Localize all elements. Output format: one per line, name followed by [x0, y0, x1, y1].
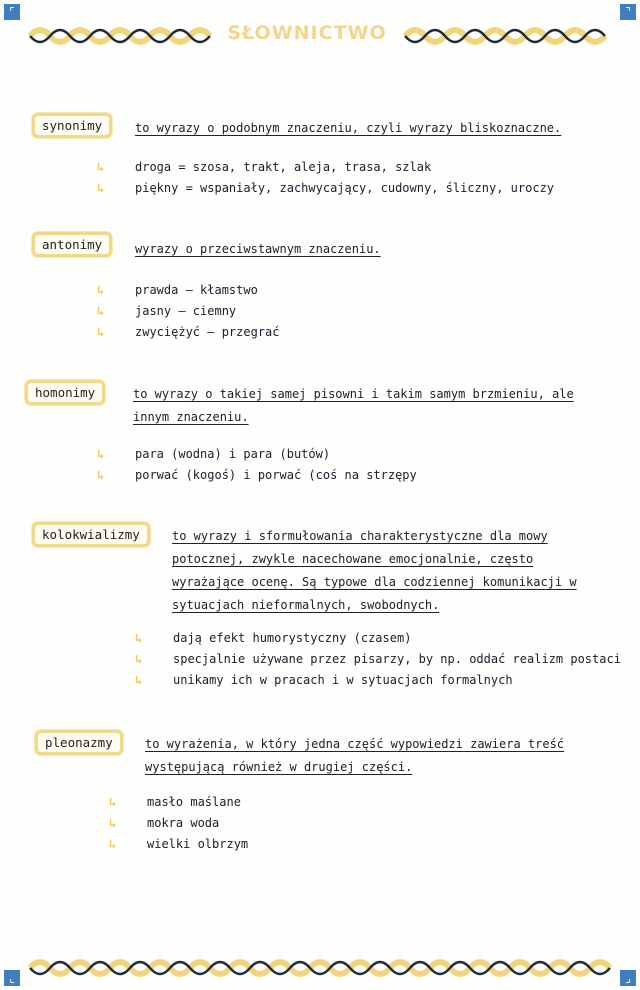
definition-pleonazmy: to wyrażenia, w który jedna część wypowiedzi zawiera treść występującą również w drugiej części.: [145, 737, 565, 774]
arrow-bullet-icon: ↳: [97, 283, 105, 297]
corner-marker-top-left: ⌜: [4, 4, 20, 20]
corner-marker-top-right: ⌝: [620, 4, 636, 20]
arrow-bullet-icon: ↳: [97, 468, 105, 482]
arrow-bullet-icon: ↳: [97, 447, 105, 461]
definition-homonimy: to wyrazy o takiej samej pisowni i takim samym brzmieniu, ale innym znaczeniu.: [133, 387, 574, 424]
arrow-bullet-icon: ↳: [97, 160, 105, 174]
list-item: ↳ porwać (kogoś) i porwać (coś na strzępy: [135, 465, 417, 486]
arrow-bullet-icon: ↳: [109, 816, 117, 830]
definition-synonimy: to wyrazy o podobnym znaczeniu, czyli wyrazy bliskoznaczne.: [135, 121, 562, 135]
corner-marker-bottom-left: ⌞: [4, 970, 20, 986]
arrow-bullet-icon: ↳: [135, 652, 143, 666]
term-antonimy: antonimy: [32, 232, 112, 257]
term-pleonazmy: pleonazmy: [35, 730, 123, 755]
arrow-bullet-icon: ↳: [135, 631, 143, 645]
list-item: ↳ mokra woda: [147, 813, 248, 834]
examples-kolokwializmy: [135, 628, 621, 691]
list-item: ↳ dają efekt humorystyczny (czasem): [173, 628, 621, 649]
definition-kolokwializmy: to wyrazy i sformułowania charakterystyczne dla mowy potocznej, zwykle nacechowane emocjonalnie, często wyrażające ocenę. Są typowe dla codziennej komunikacji w sytuacjach nieformalnych, swobodnych.: [172, 529, 577, 612]
bottom-wavy-banner: [0, 948, 640, 988]
term-homonimy: homonimy: [25, 380, 105, 405]
arrow-bullet-icon: ↳: [135, 673, 143, 687]
examples-pleonazmy: [109, 792, 249, 855]
examples-antonimy: [97, 280, 280, 343]
list-item: ↳ para (wodna) i para (butów): [135, 444, 417, 465]
arrow-bullet-icon: ↳: [109, 795, 117, 809]
term-kolokwializmy: kolokwializmy: [32, 522, 150, 547]
list-item: ↳ wielki olbrzym: [147, 834, 248, 855]
list-item: ↳ specjalnie używane przez pisarzy, by np. oddać realizm postaci: [173, 649, 621, 670]
list-item: ↳ prawda — kłamstwo: [135, 280, 280, 301]
list-item: ↳ zwyciężyć — przegrać: [135, 322, 280, 343]
list-item: ↳ masło maślane: [147, 792, 248, 813]
arrow-bullet-icon: ↳: [97, 325, 105, 339]
page-title: SŁOWNICTWO: [222, 22, 392, 44]
list-item: ↳ jasny — ciemny: [135, 301, 280, 322]
list-item: ↳ piękny = wspaniały, zachwycający, cudowny, śliczny, uroczy: [135, 178, 554, 199]
arrow-bullet-icon: ↳: [109, 837, 117, 851]
corner-marker-bottom-right: ⌟: [620, 970, 636, 986]
examples-synonimy: [97, 157, 555, 199]
arrow-bullet-icon: ↳: [97, 304, 105, 318]
list-item: ↳ unikamy ich w pracach i w sytuacjach formalnych: [173, 670, 621, 691]
definition-antonimy: wyrazy o przeciwstawnym znaczeniu.: [135, 242, 381, 256]
examples-homonimy: [97, 444, 417, 486]
arrow-bullet-icon: ↳: [97, 181, 105, 195]
list-item: ↳ droga = szosa, trakt, aleja, trasa, szlak: [135, 157, 554, 178]
term-synonimy: synonimy: [32, 113, 112, 138]
